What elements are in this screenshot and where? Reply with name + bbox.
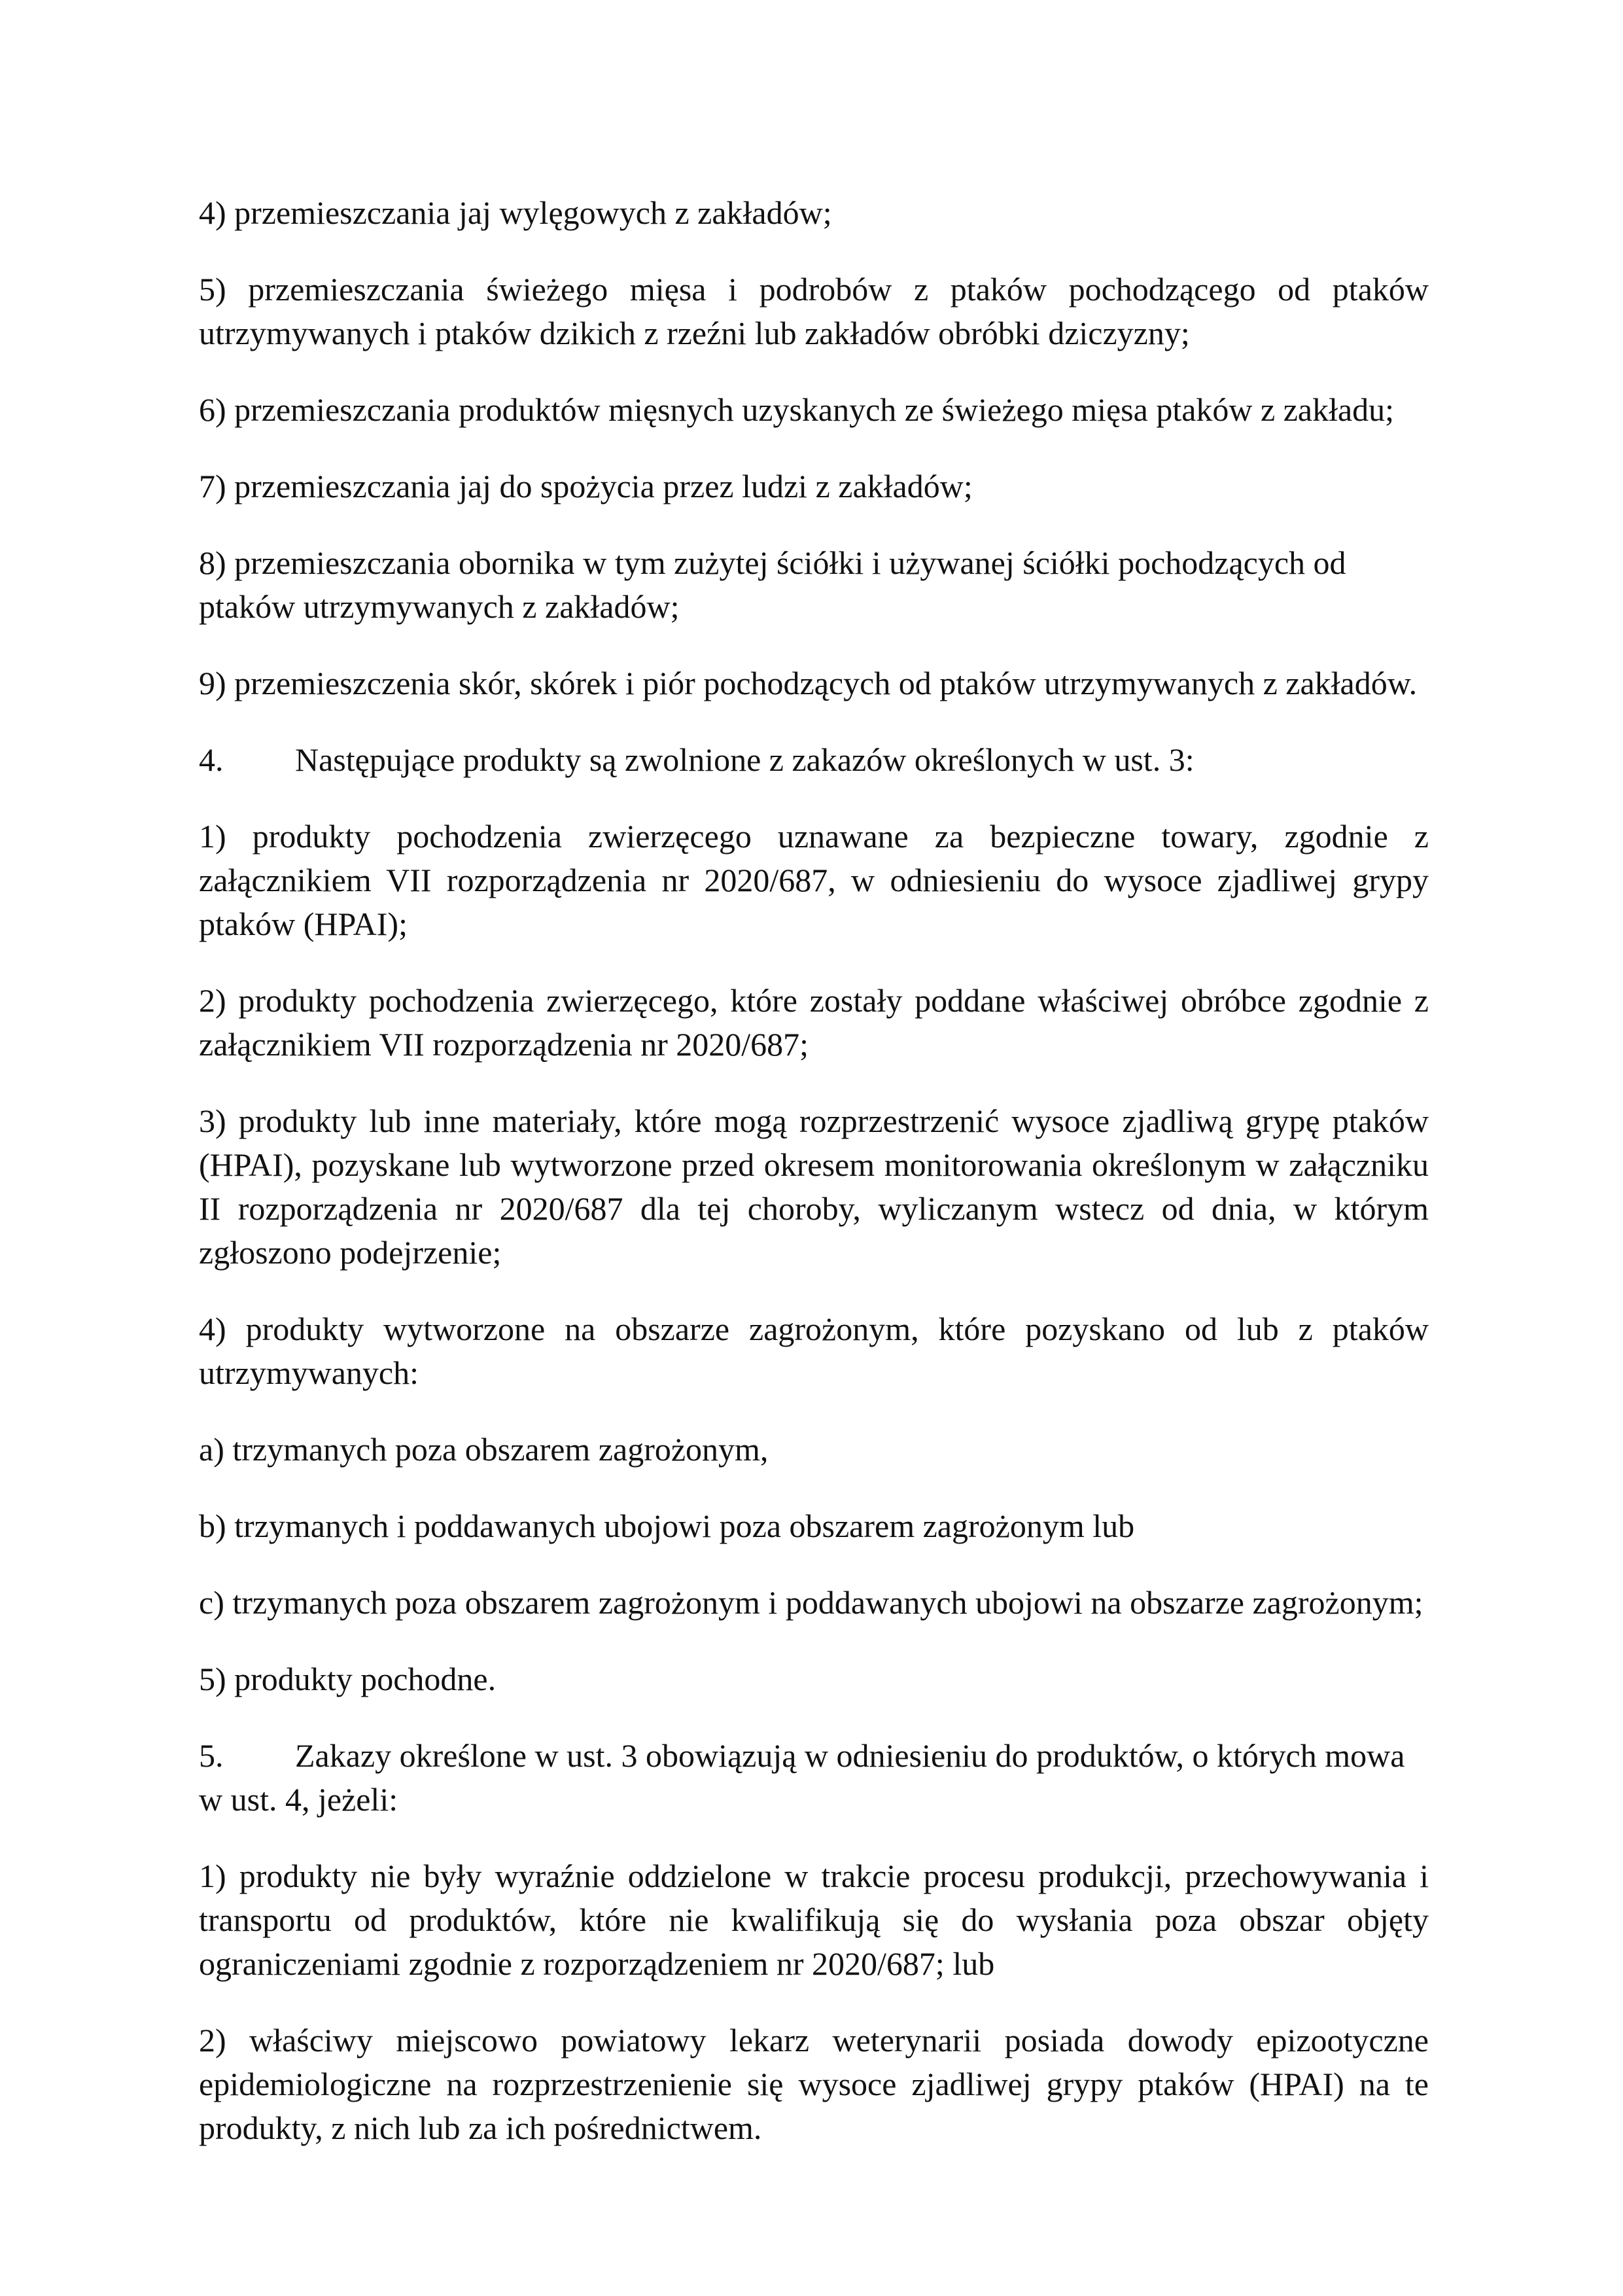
section-number: 5. [199, 1737, 224, 1774]
paragraph-item-8: 8) przemieszczania obornika w tym zużytej ściółki i używanej ściółki pochodzących od ptaków utrzymywanych z zakładów; [199, 544, 1346, 625]
section-text: Następujące produkty są zwolnione z zakazów określonych w ust. 3: [295, 741, 1195, 778]
section-4-item-4a: a) trzymanych poza obszarem zagrożonym, [199, 1431, 769, 1468]
section-4 [199, 738, 1429, 782]
section-4-item-1: 1) produkty pochodzenia zwierzęcego uznawane za bezpieczne towary, zgodnie z załącznikiem VII rozporządzenia nr 2020/687, w odniesieniu do wysoce zjadliwej grypy ptaków (HPAI); [199, 818, 1429, 942]
document-page [199, 191, 1429, 2183]
section-4-item-5: 5) produkty pochodne. [199, 1661, 497, 1697]
section-4-item-4: 4) produkty wytworzone na obszarze zagrożonym, które pozyskano od lub z ptaków utrzymywanych: [199, 1311, 1429, 1391]
paragraph-item-6: 6) przemieszczania produktów mięsnych uzyskanych ze świeżego mięsa ptaków z zakładu; [199, 391, 1395, 428]
section-5-item-1: 1) produkty nie były wyraźnie oddzielone w trakcie procesu produkcji, przechowywania i transportu od produktów, które nie kwalifikują się do wysłania poza obszar objęty ograniczeniami zgodnie z rozporządzeniem nr 2020/687; lub [199, 1858, 1429, 1982]
section-number: 4. [199, 741, 224, 778]
section-4-item-2: 2) produkty pochodzenia zwierzęcego, które zostały poddane właściwej obróbce zgodnie z załącznikiem VII rozporządzenia nr 2020/687; [199, 982, 1429, 1063]
section-5 [199, 1734, 1429, 1822]
paragraph-item-4: 4) przemieszczania jaj wylęgowych z zakładów; [199, 194, 832, 231]
section-5-item-2: 2) właściwy miejscowo powiatowy lekarz weterynarii posiada dowody epizootyczne epidemiologiczne na rozprzestrzenienie się wysoce zjadliwej grypy ptaków (HPAI) na te produkty, z nich lub za ich pośrednictwem. [199, 2022, 1429, 2146]
paragraph-item-7: 7) przemieszczania jaj do spożycia przez ludzi z zakładów; [199, 468, 973, 504]
section-text: Zakazy określone w ust. 3 obowiązują w odniesieniu do produktów, o których mowa w ust. 4, jeżeli: [199, 1737, 1405, 1818]
section-4-item-4c: c) trzymanych poza obszarem zagrożonym i poddawanych ubojowi na obszarze zagrożonym; [199, 1584, 1423, 1621]
section-4-item-4b: b) trzymanych i poddawanych ubojowi poza obszarem zagrożonym lub [199, 1508, 1135, 1544]
paragraph-item-9: 9) przemieszczenia skór, skórek i piór pochodzących od ptaków utrzymywanych z zakładów. [199, 665, 1418, 701]
section-4-item-3: 3) produkty lub inne materiały, które mogą rozprzestrzenić wysoce zjadliwą grypę ptaków (HPAI), pozyskane lub wytworzone przed okresem monitorowania określonym w załączniku II rozporządzenia nr 2020/687 dla tej choroby, wyliczanym wstecz od dnia, w którym zgłoszono podejrzenie; [199, 1103, 1429, 1271]
paragraph-item-5: 5) przemieszczania świeżego mięsa i podrobów z ptaków pochodzącego od ptaków utrzymywanych i ptaków dzikich z rzeźni lub zakładów obróbki dziczyzny; [199, 271, 1429, 351]
